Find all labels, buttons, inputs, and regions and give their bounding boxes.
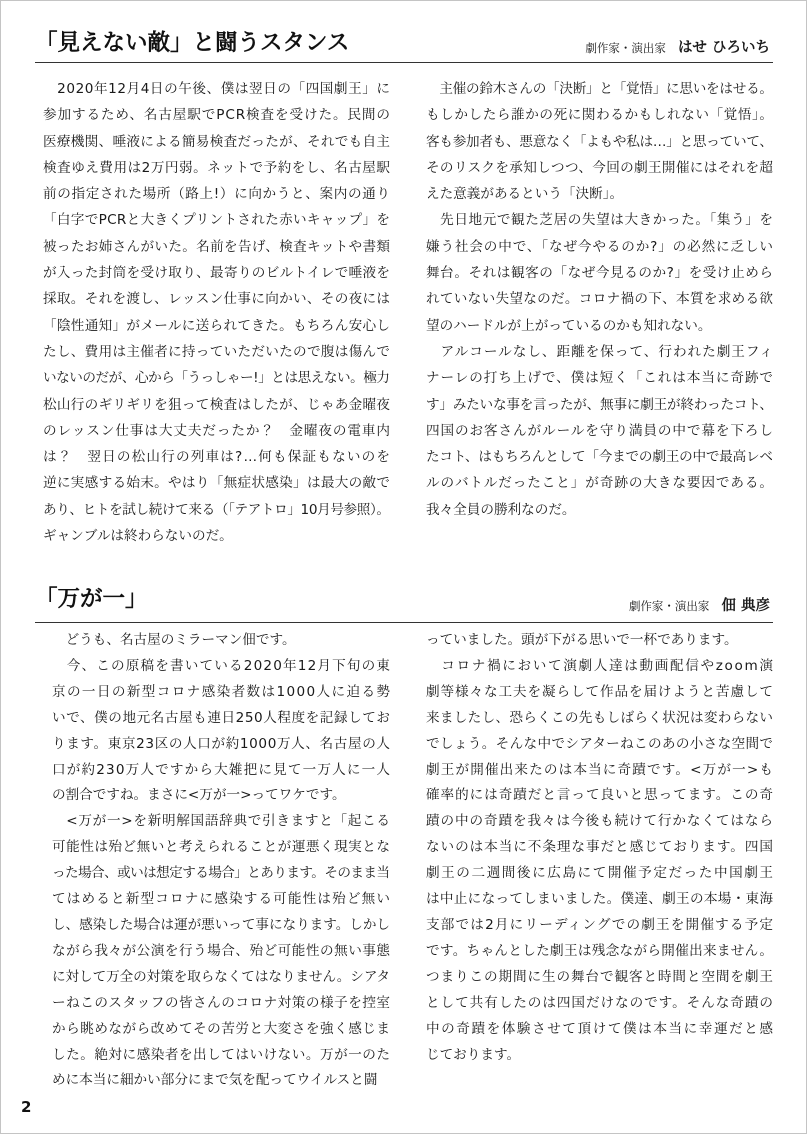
text-line: のレッスン仕事は大丈夫だったか？ 金曜夜の電車内 — [43, 422, 391, 439]
text-line: あり、ヒトを試し続けて来る（「テアトロ」10月号参照）。 — [43, 501, 390, 518]
text-line: 来ましたし、恐らくこの先もしばらく状況は変わらない — [426, 709, 774, 726]
text-line: 四国のお客さんがルールを守り満員の中で幕を下ろし — [426, 422, 774, 439]
text-line: いないのだが、心から「うっしゃー!」とは思えない。極力 — [43, 370, 390, 387]
text-line: った場合、或いは想定する場合」とあります。そのまま当 — [52, 865, 390, 882]
text-line: ギャンブルは終わらないのだ。 — [43, 528, 233, 545]
text-line: 望のハードルが上がっているのかも知れない。 — [426, 317, 712, 334]
text-line: 松山行のギリギリを狙って検査はしたが、じゃあ金曜夜 — [43, 396, 391, 413]
text-line: れていない失望なのだ。コロナ禍の下、本質を求める欲 — [426, 291, 774, 308]
text-line: した。絶対に感染者を出してはいけない。万が一のた — [52, 1046, 391, 1063]
article-title: 「万が一」 — [35, 586, 148, 612]
text-line: じております。 — [426, 1046, 521, 1063]
text-line: 主催の鈴木さんの「決断」と「覚悟」に思いをはせる。 — [426, 81, 773, 97]
text-line: が入った封筒を受け取り、最寄りのビルトイレで唾液を — [43, 265, 391, 282]
text-line: 劇等様々な工夫を凝らして作品を届けようと苦慮して — [426, 683, 774, 700]
article-1-left-column — [43, 76, 390, 549]
text-line: 口が約230万人ですから大雑把に見て一万人に一人 — [52, 761, 392, 778]
text-line: 支部では2月にリーディングでの劇王を開催する予定 — [426, 916, 775, 933]
text-line: として共有したのは四国だけなのです。そんな奇蹟の — [426, 994, 774, 1011]
text-line: いで、僕の地元名古屋も連日250人程度を記録してお — [52, 709, 391, 726]
author-role: 劇作家・演出家 — [585, 41, 666, 55]
text-line: そのリスクを承知しつつ、今回の劇王開催にはそれを超 — [426, 159, 774, 176]
text-line: もしかしたら誰かの死に関わるかもしれない「覚悟」。 — [426, 107, 774, 124]
text-line: 舞台。それは観客の「なぜ今見るのか?」を受け止めら — [426, 265, 774, 282]
text-line: えた意義があるという「決断」。 — [426, 186, 624, 203]
text-line: 「陰性通知」がメールに送られてきた。もちろん安心し — [43, 317, 391, 334]
article-2-right-column — [426, 628, 773, 1068]
text-line: でしょう。そんな中でシアターねこのあの小さな空間で — [426, 735, 774, 752]
text-line: <万が一>を新明解国語辞典で引きますと「起こる — [52, 813, 391, 830]
text-line: 逆に実感する始末。やはり「無症状感染」は最大の敵で — [43, 475, 391, 492]
text-line: アルコールなし、距離を保って、行われた劇王フィ — [426, 343, 774, 360]
text-line: ながら我々が公演を行う場合、殆ど可能性の無い事態 — [52, 942, 391, 959]
title-rule — [35, 62, 773, 63]
text-line: たコト、はもちろんとして「今までの劇王の中で最高レベ — [426, 449, 773, 466]
text-line: 劇王の二週間後に広島にて開催予定だった中国劇王 — [426, 865, 775, 882]
text-line: 嫌う社会の中で、「なぜ今やるのか?」の必然に乏しい — [426, 238, 774, 255]
article-2-left-column — [52, 628, 390, 1094]
text-line: ルのバトルだったこと」が奇跡の大きな要因である。 — [426, 475, 774, 492]
text-line: ります。東京23区の人口が約1000万人、名古屋の人 — [52, 735, 391, 752]
text-line: 客も参加者も、悪意なく「よもや私は…」と思っていて、 — [426, 133, 773, 150]
text-line: に対して万全の対策を取らなくてはなりません。シアタ — [52, 968, 390, 985]
text-line: は？ 翌日の松山行の列車は?…何も保証もないのを — [43, 449, 392, 466]
text-line: 可能性は殆ど無いと考えられることが運悪く現実とな — [52, 839, 391, 856]
text-line: ないのは本当に不条理な事だと感じております。四国 — [426, 839, 774, 856]
text-line: 被ったお姉さんがいた。名前を告げ、検査キットや書類 — [43, 238, 391, 255]
text-line: てはめると新型コロナに感染する可能性は殆ど無い — [52, 891, 392, 908]
text-line: 「白字でPCRと大きくプリントされた赤いキャップ」を — [43, 212, 391, 229]
text-line: です。ちゃんとした劇王は残念ながら開催出来ません。 — [426, 942, 774, 959]
text-line: 中の奇蹟を体験させて頂けて僕は本当に幸運だと感 — [426, 1020, 775, 1037]
text-line: 今、この原稿を書いている2020年12月下旬の東 — [52, 657, 392, 674]
text-line: 採取。それを渡し、レッスン仕事に向かい、その夜には — [43, 291, 391, 308]
text-line: 2020年12月4日の午後、僕は翌日の「四国劇王」に — [43, 81, 391, 97]
article-1-right-column — [426, 76, 773, 523]
author-name: 佃 典彦 — [721, 598, 770, 614]
text-line: たし、費用は主催者に持っていただいたので腹は傷んで — [43, 343, 391, 360]
text-line: っていました。頭が下がる思いで一杯であります。 — [426, 632, 738, 648]
author-name: はせ ひろいち — [677, 40, 770, 56]
text-line: どうも、名古屋のミラーマン佃です。 — [52, 632, 296, 648]
byline — [585, 39, 770, 56]
text-line: 検査ゆえ費用は2万円弱。ネットで予約をし、名古屋駅 — [43, 159, 391, 176]
text-line: の割合ですね。まさに<万が一>ってワケです。 — [52, 787, 346, 804]
article-title: 「見えない敵」と闘うスタンス — [35, 30, 350, 56]
text-line: 京の一日の新型コロナ感染者数は1000人に迫る勢 — [52, 683, 392, 700]
text-line: ナーレの打ち上げで、僕は短く「これは本当に奇跡で — [426, 370, 774, 387]
text-line: 前の指定された場所（路上!）に向かうと、案内の通り — [43, 186, 391, 203]
text-line: 蹟の中の奇蹟を我々は今後も続けて行かなくてはなら — [426, 813, 774, 830]
text-line: 我々全員の勝利なのだ。 — [426, 501, 576, 518]
text-line: す」みたいな事を言ったが、無事に劇王が終わったコト、 — [426, 396, 773, 413]
author-role: 劇作家・演出家 — [628, 599, 710, 613]
title-rule — [35, 622, 773, 623]
text-line: つまりこの期間に生の舞台で観客と時間と空間を劇王 — [426, 968, 774, 985]
byline — [629, 597, 770, 614]
text-line: し、感染した場合は運が悪いって事になります。しかし — [52, 916, 390, 933]
text-line: から眺めながら改めてその苦労と大変さを強く感じま — [52, 1020, 391, 1037]
page-number: 2 — [21, 1098, 32, 1116]
text-line: 確率的には奇蹟だと言って良いと思ってます。この奇 — [426, 787, 774, 804]
text-line: は中止になってしまいました。僕達、劇王の本場・東海 — [426, 891, 774, 908]
text-line: 参加するため、名古屋駅でPCR検査を受けた。民間の — [43, 107, 391, 124]
text-line: 先日地元で観た芝居の失望は大きかった。「集う」を — [426, 212, 774, 229]
text-line: 劇王が開催出来たのは本当に奇蹟です。<万が一>も — [426, 761, 775, 778]
text-line: めに本当に細かい部分にまで気を配ってウイルスと闘 — [52, 1072, 378, 1089]
text-line: 医療機関、唾液による簡易検査だったが、それでも自主 — [43, 133, 391, 150]
text-line: ーねこのスタッフの皆さんのコロナ対策の様子を控室 — [52, 994, 391, 1011]
text-line: コロナ禍において演劇人達は動画配信やzoom演 — [426, 657, 775, 674]
